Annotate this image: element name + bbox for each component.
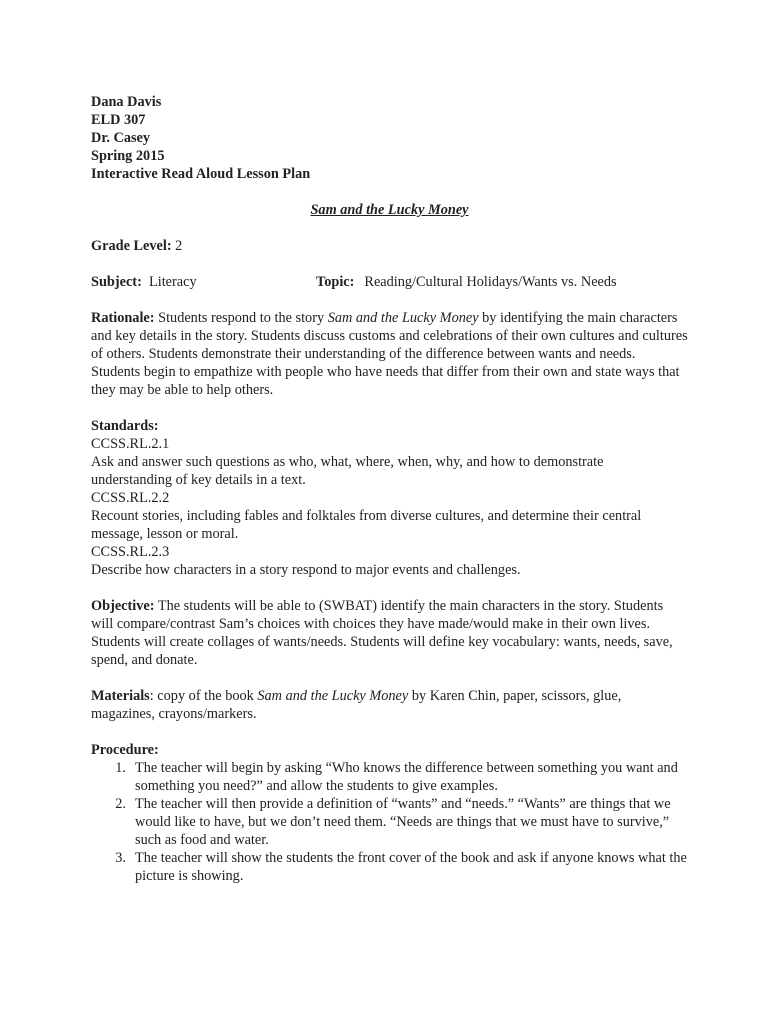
- materials-text-1: : copy of the book: [149, 688, 258, 704]
- step-number: 1.: [115, 760, 126, 776]
- subject-topic-row: [91, 273, 688, 291]
- topic-value: Reading/Cultural Holidays/Wants vs. Needs: [364, 274, 617, 290]
- procedure-step: [91, 795, 688, 849]
- subject-value: Literacy: [148, 274, 197, 290]
- grade-level: [91, 237, 688, 255]
- term: Spring 2015: [91, 148, 165, 164]
- objective-label: Objective:: [91, 598, 155, 614]
- rationale-label: Rationale:: [91, 310, 155, 326]
- standard-code: CCSS.RL.2.2: [91, 490, 170, 506]
- standard-code: CCSS.RL.2.1: [91, 436, 170, 452]
- rationale-book-title: Sam and the Lucky Money: [327, 310, 479, 326]
- subject: [91, 273, 316, 291]
- document-type: Interactive Read Aloud Lesson Plan: [91, 166, 311, 182]
- rationale-text-1: Students respond to the story: [154, 310, 328, 326]
- procedure-list: [91, 759, 688, 885]
- rationale: [91, 309, 688, 399]
- standards-label: Standards:: [91, 418, 159, 434]
- standard-text: Recount stories, including fables and folktales from diverse cultures, and determine their central message, lesson or moral.: [91, 508, 642, 542]
- step-number: 2.: [115, 796, 126, 812]
- standard-code: CCSS.RL.2.3: [91, 544, 170, 560]
- objective: [91, 597, 688, 669]
- procedure-step: [91, 849, 688, 885]
- standard-text: Describe how characters in a story respond to major events and challenges.: [91, 562, 521, 578]
- lesson-title: Sam and the Lucky Money: [310, 202, 469, 218]
- step-text: The teacher will show the students the front cover of the book and ask if anyone knows what the picture is showing.: [135, 850, 687, 884]
- subject-label: Subject:: [91, 274, 142, 290]
- standard-text: Ask and answer such questions as who, what, where, when, why, and how to demonstrate understanding of key details in a text.: [91, 454, 604, 488]
- procedure: [91, 741, 688, 885]
- step-text: The teacher will then provide a definition of “wants” and “needs.” “Wants” are things that we would like to have, but we don’t need them. “Needs are things that we must have to survive,” such as food and water.: [135, 796, 671, 848]
- materials-label: Materials: [91, 688, 150, 704]
- header-block: [91, 93, 688, 183]
- rationale-text-2: by identifying the main characters and key details in the story. Students discuss customs and celebrations of their own cultures and cultures of others. Students demonstrate their understanding of the difference between wants and needs. Students begin to empathize with people who have needs that differ from their own and state ways that they may be able to help others.: [91, 310, 688, 398]
- topic-label: Topic:: [316, 274, 355, 290]
- author-name: Dana Davis: [91, 94, 162, 110]
- procedure-label: Procedure:: [91, 742, 159, 758]
- instructor-name: Dr. Casey: [91, 130, 151, 146]
- procedure-step: [91, 759, 688, 795]
- topic: [316, 273, 617, 291]
- grade-level-label: Grade Level:: [91, 238, 172, 254]
- grade-level-value: 2: [171, 238, 183, 254]
- step-number: 3.: [115, 850, 126, 866]
- materials-book-title: Sam and the Lucky Money: [257, 688, 409, 704]
- objective-text: The students will be able to (SWBAT) identify the main characters in the story. Students will compare/contrast Sam’s choices with choices they have made/would make in their own lives. Students will create collages of wants/needs. Students will define key vocabulary: wants, needs, save, spend, and donate.: [91, 598, 673, 668]
- step-text: The teacher will begin by asking “Who knows the difference between something you want and something you need?” and allow the students to give examples.: [135, 760, 678, 794]
- standards: [91, 417, 688, 579]
- course-code: ELD 307: [91, 112, 146, 128]
- materials-text-2: by Karen Chin, paper, scissors, glue, magazines, crayons/markers.: [91, 688, 622, 722]
- materials: [91, 687, 688, 723]
